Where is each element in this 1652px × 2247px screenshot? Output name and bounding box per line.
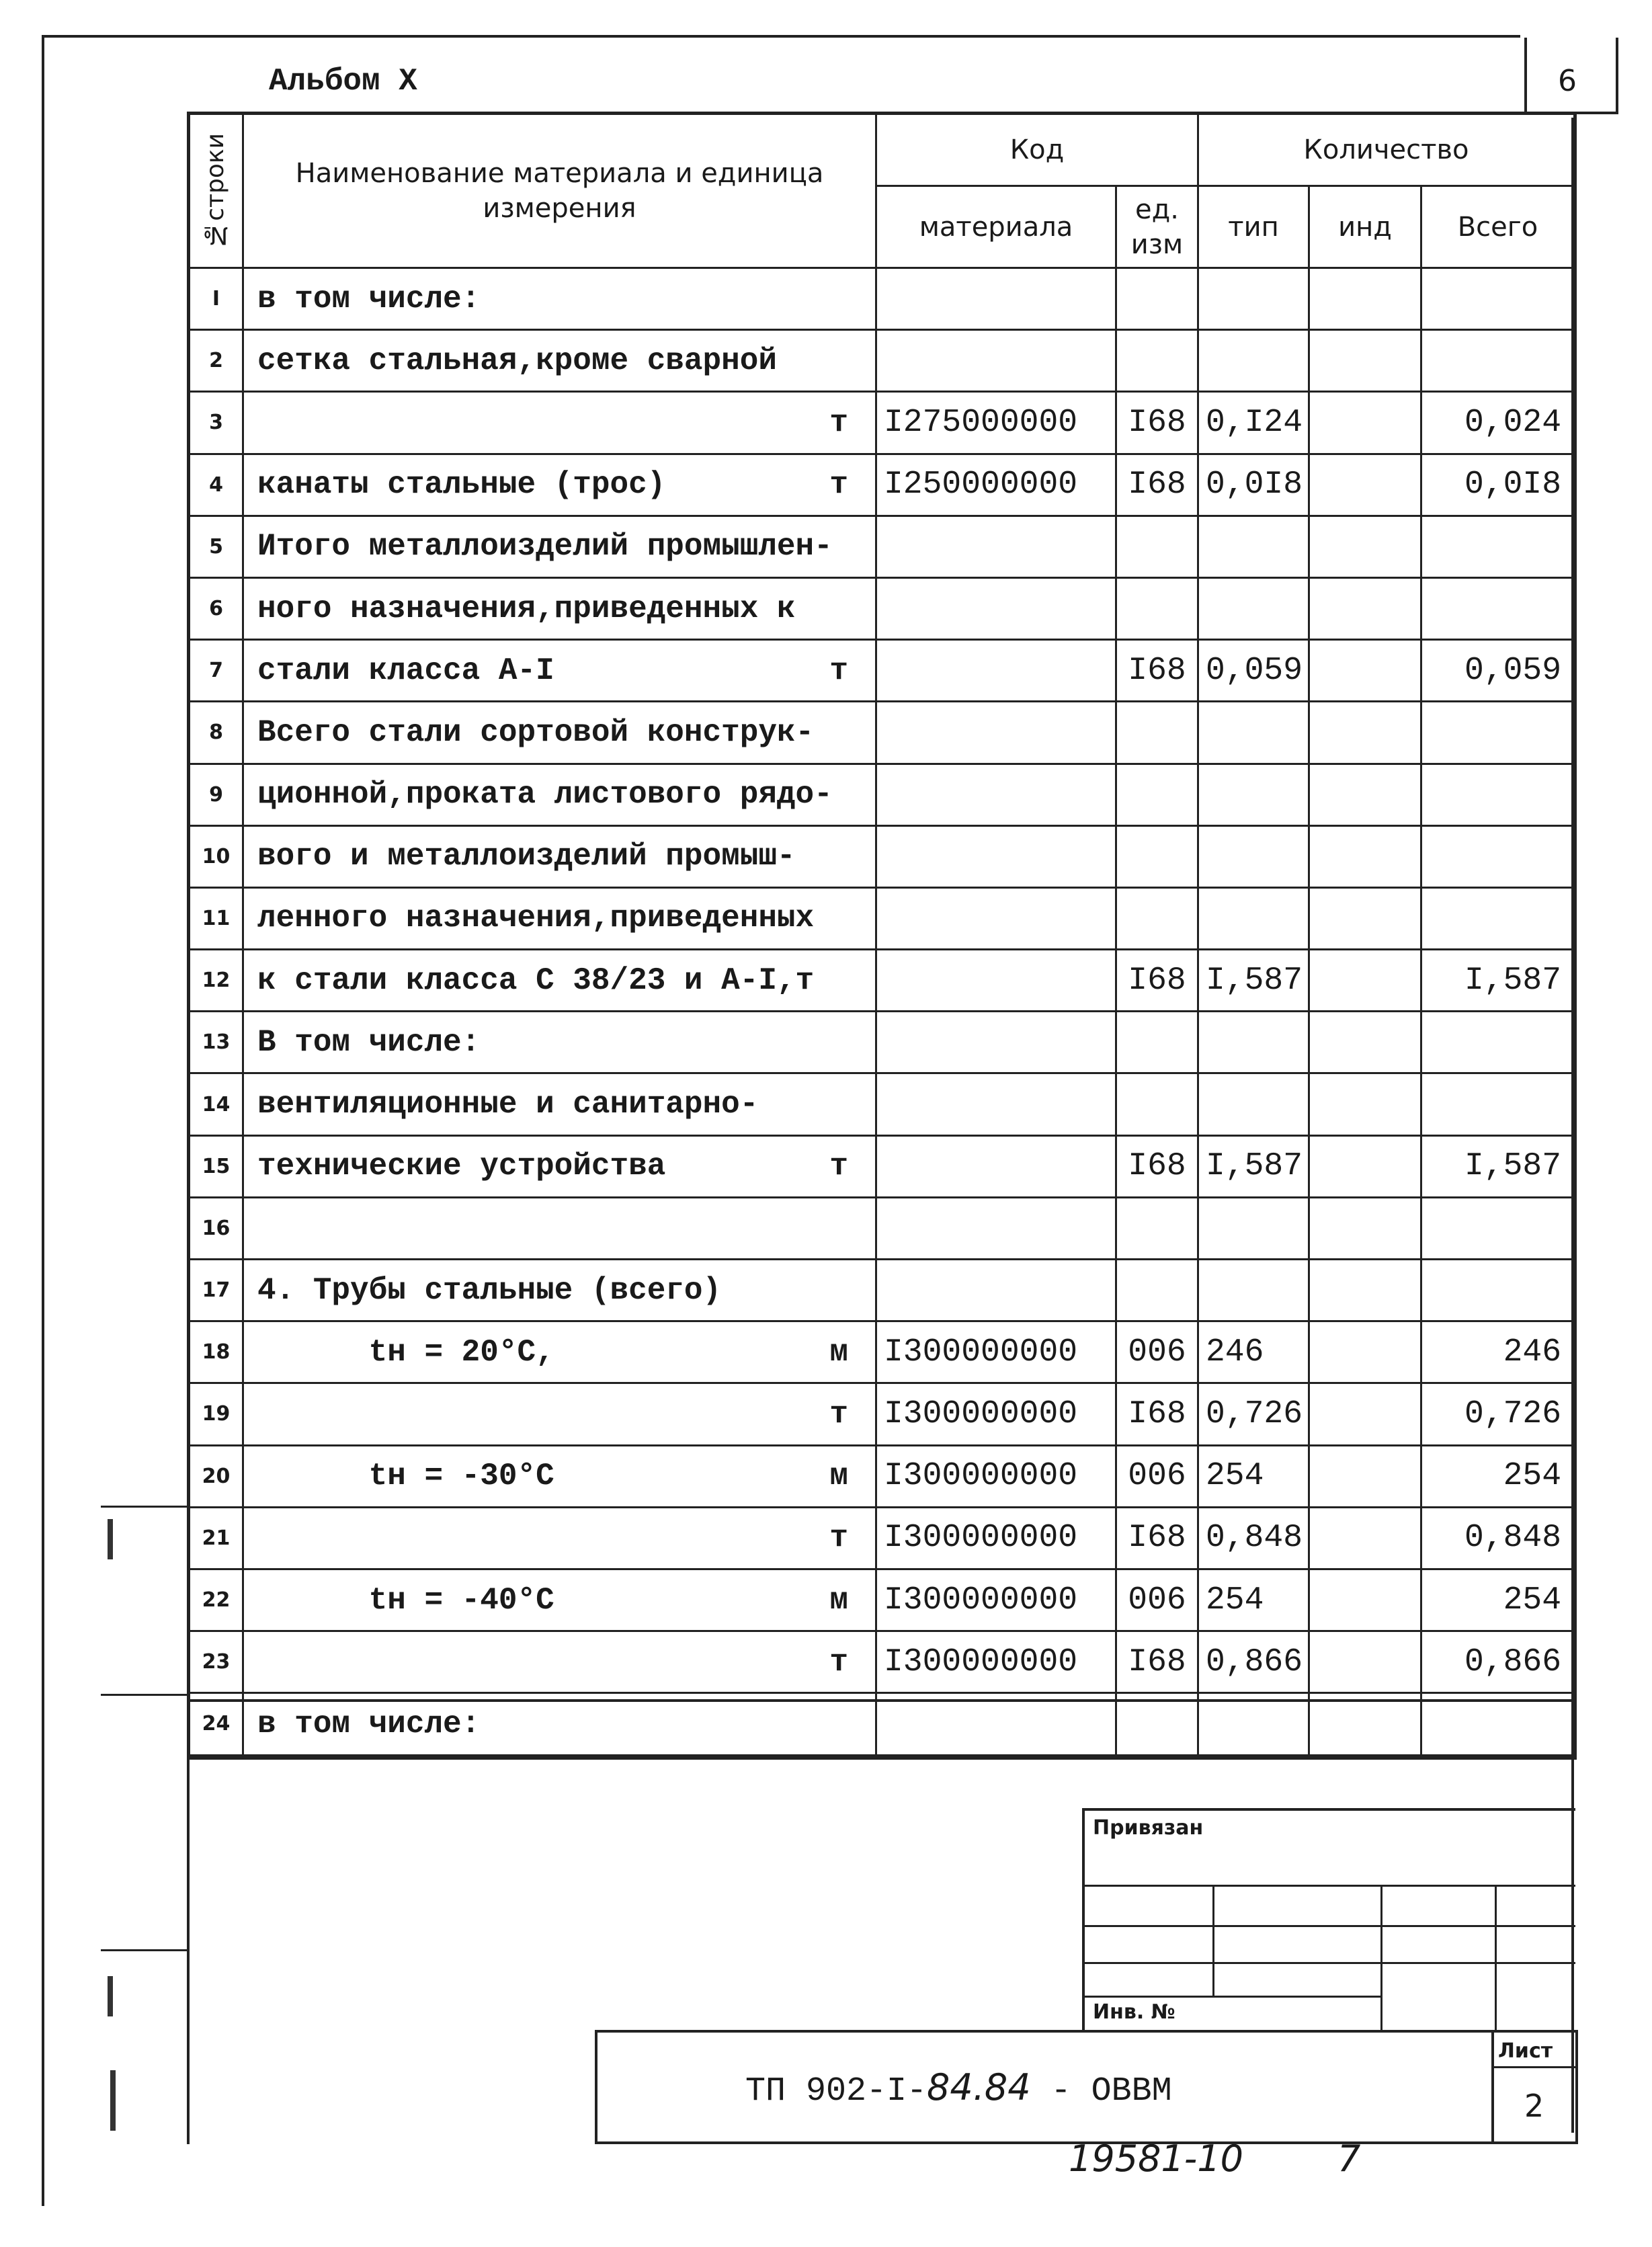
row-qty-ind — [1310, 455, 1422, 517]
row-number: 13 — [190, 1012, 244, 1074]
row-name — [244, 269, 877, 331]
row-material-code: I250000000 — [877, 455, 1117, 517]
row-qty-typ — [1199, 517, 1310, 579]
strip-divider — [101, 1949, 187, 1951]
row-name-text: ленного назначения,приведенных — [257, 901, 815, 936]
row-number: 9 — [190, 765, 244, 827]
row-unit-code: I68 — [1117, 641, 1199, 702]
row-qty-ind — [1310, 702, 1422, 764]
row-qty-total: 0,848 — [1422, 1508, 1573, 1570]
row-qty-typ: 0,866 — [1199, 1632, 1310, 1694]
row-qty-total — [1422, 1694, 1573, 1756]
row-name — [244, 765, 877, 827]
row-unit-symbol: м — [829, 1582, 848, 1618]
stamp-line — [1085, 1885, 1575, 1887]
row-number: 15 — [190, 1137, 244, 1198]
strip-divider — [101, 1694, 187, 1696]
header-unit: ед. изм — [1117, 187, 1199, 269]
row-qty-total: 0,726 — [1422, 1384, 1573, 1446]
row-name-text: Всего стали сортовой конструк- — [257, 714, 815, 750]
row-name — [244, 1384, 877, 1446]
row-unit-code: I68 — [1117, 1632, 1199, 1694]
row-qty-ind — [1310, 331, 1422, 393]
row-qty-total — [1422, 331, 1573, 393]
row-qty-typ — [1199, 827, 1310, 889]
row-qty-ind — [1310, 1384, 1422, 1446]
row-qty-typ: 0,I24 — [1199, 393, 1310, 454]
row-unit-code: I68 — [1117, 393, 1199, 454]
row-material-code — [877, 579, 1117, 641]
header-typ: тип — [1199, 187, 1310, 269]
row-unit-code: I68 — [1117, 950, 1199, 1012]
row-unit-code: I68 — [1117, 1508, 1199, 1570]
row-name — [244, 455, 877, 517]
row-number: 16 — [190, 1198, 244, 1260]
row-qty-total: 254 — [1422, 1570, 1573, 1632]
row-unit-symbol: м — [829, 1334, 848, 1370]
row-qty-total: 254 — [1422, 1446, 1573, 1508]
strip-mark — [108, 1519, 113, 1559]
row-material-code — [877, 1137, 1117, 1198]
row-unit-code: 006 — [1117, 1446, 1199, 1508]
row-qty-total: 0,059 — [1422, 641, 1573, 702]
row-name-text: ного назначения,приведенных к — [257, 591, 796, 626]
row-name — [244, 1012, 877, 1074]
row-name-text: в том числе: — [257, 281, 481, 317]
header-row-number — [190, 115, 244, 269]
row-number: 17 — [190, 1260, 244, 1322]
row-qty-typ: 0,848 — [1199, 1508, 1310, 1570]
strip-mark — [110, 2070, 116, 2131]
row-unit-symbol: т — [829, 1644, 848, 1680]
footer-archive-number — [1069, 2137, 1360, 2180]
row-number: 5 — [190, 517, 244, 579]
row-number: 14 — [190, 1074, 244, 1136]
row-qty-ind — [1310, 579, 1422, 641]
row-unit-code: I68 — [1117, 455, 1199, 517]
linked-label: Привязан — [1093, 1816, 1204, 1840]
row-qty-total: 0,024 — [1422, 393, 1573, 454]
row-number: 7 — [190, 641, 244, 702]
stamp-divider — [1380, 1885, 1382, 2033]
row-qty-typ: 254 — [1199, 1446, 1310, 1508]
row-unit-code — [1117, 579, 1199, 641]
row-qty-ind — [1310, 1446, 1422, 1508]
row-unit-code — [1117, 1012, 1199, 1074]
row-qty-total: I,587 — [1422, 950, 1573, 1012]
row-name-text: технические устройства — [257, 1149, 666, 1184]
row-unit-symbol: т — [829, 653, 848, 688]
row-material-code: I300000000 — [877, 1446, 1117, 1508]
row-qty-ind — [1310, 827, 1422, 889]
row-qty-ind — [1310, 1322, 1422, 1384]
sheet-label: Лист — [1498, 2039, 1553, 2063]
row-unit-symbol: т — [829, 1396, 848, 1432]
row-qty-total: 0,866 — [1422, 1632, 1573, 1694]
footer-number: 19581-10 — [1069, 2137, 1243, 2180]
row-material-code — [877, 1694, 1117, 1756]
row-name — [244, 517, 877, 579]
row-number: 23 — [190, 1632, 244, 1694]
row-material-code — [877, 517, 1117, 579]
row-qty-typ: 246 — [1199, 1322, 1310, 1384]
row-qty-typ — [1199, 765, 1310, 827]
row-unit-symbol: т — [829, 405, 848, 440]
row-number: 8 — [190, 702, 244, 764]
row-material-code — [877, 1198, 1117, 1260]
row-qty-typ — [1199, 579, 1310, 641]
row-qty-typ: 0,726 — [1199, 1384, 1310, 1446]
row-name-text: вого и металлоизделий промыш- — [257, 839, 796, 874]
row-qty-total — [1422, 827, 1573, 889]
row-qty-ind — [1310, 765, 1422, 827]
row-number: 4 — [190, 455, 244, 517]
row-number: 2 — [190, 331, 244, 393]
row-qty-typ — [1199, 331, 1310, 393]
side-approval-strip — [101, 1506, 190, 2144]
row-qty-typ: I,587 — [1199, 950, 1310, 1012]
row-qty-typ — [1199, 1198, 1310, 1260]
row-qty-ind — [1310, 517, 1422, 579]
row-number: 19 — [190, 1384, 244, 1446]
row-name — [244, 1074, 877, 1136]
row-unit-code — [1117, 765, 1199, 827]
row-material-code — [877, 269, 1117, 331]
row-qty-total — [1422, 269, 1573, 331]
row-name — [244, 331, 877, 393]
row-qty-ind — [1310, 889, 1422, 950]
row-name — [244, 1198, 877, 1260]
row-name — [244, 393, 877, 454]
row-name — [244, 889, 877, 950]
frame-left — [42, 35, 44, 2206]
strip-divider — [101, 1506, 187, 1508]
row-qty-total — [1422, 765, 1573, 827]
row-material-code — [877, 1260, 1117, 1322]
row-qty-total: 0,0I8 — [1422, 455, 1573, 517]
album-title: Альбом Х — [269, 64, 417, 99]
row-qty-total: 246 — [1422, 1322, 1573, 1384]
stamp-divider — [1212, 1885, 1214, 1996]
row-qty-ind — [1310, 1694, 1422, 1756]
row-unit-code — [1117, 1198, 1199, 1260]
row-qty-ind — [1310, 1260, 1422, 1322]
row-number: I — [190, 269, 244, 331]
row-unit-symbol: м — [829, 1459, 848, 1494]
row-qty-total — [1422, 1012, 1573, 1074]
header-row-number-text: №строки — [202, 133, 230, 249]
row-number: 6 — [190, 579, 244, 641]
header-ind: инд — [1310, 187, 1422, 269]
row-unit-code: I68 — [1117, 1137, 1199, 1198]
header-name: Наименование материала и единица измерения — [244, 115, 877, 269]
row-qty-ind — [1310, 1074, 1422, 1136]
row-qty-ind — [1310, 1508, 1422, 1570]
row-name — [244, 1446, 877, 1508]
row-name-text: В том числе: — [257, 1024, 481, 1060]
document-code-suffix: - ОВВМ — [1030, 2072, 1172, 2111]
row-qty-ind — [1310, 269, 1422, 331]
row-qty-typ — [1199, 889, 1310, 950]
row-qty-ind — [1310, 950, 1422, 1012]
row-unit-code — [1117, 331, 1199, 393]
sheet-value: 2 — [1524, 2088, 1544, 2124]
row-unit-code — [1117, 269, 1199, 331]
row-qty-typ: 254 — [1199, 1570, 1310, 1632]
row-material-code: I300000000 — [877, 1322, 1117, 1384]
row-qty-ind — [1310, 641, 1422, 702]
row-unit-code — [1117, 1074, 1199, 1136]
row-qty-ind — [1310, 1012, 1422, 1074]
row-qty-typ — [1199, 1012, 1310, 1074]
document-code-handwritten: 84.84 — [927, 2066, 1031, 2109]
row-name — [244, 641, 877, 702]
row-name-text: ционной,проката листового рядо- — [257, 777, 833, 813]
row-unit-code — [1117, 889, 1199, 950]
sheet-divider — [1494, 2066, 1578, 2068]
row-number: 24 — [190, 1694, 244, 1756]
row-material-code — [877, 641, 1117, 702]
row-qty-ind — [1310, 1137, 1422, 1198]
row-name — [244, 702, 877, 764]
row-unit-code — [1117, 827, 1199, 889]
row-name-text: tн = -40°С — [257, 1582, 554, 1618]
linked-stamp — [1082, 1808, 1575, 2033]
strip-mark — [108, 1976, 113, 2016]
row-unit-code — [1117, 1694, 1199, 1756]
row-material-code — [877, 331, 1117, 393]
row-name — [244, 827, 877, 889]
row-qty-ind — [1310, 1632, 1422, 1694]
row-material-code — [877, 702, 1117, 764]
row-name — [244, 1322, 877, 1384]
title-block — [595, 2030, 1578, 2144]
page-number: 6 — [1558, 64, 1577, 98]
frame-top — [42, 35, 1520, 38]
row-number: 22 — [190, 1570, 244, 1632]
row-material-code — [877, 1012, 1117, 1074]
row-name — [244, 1508, 877, 1570]
inventory-number-label: Инв. № — [1093, 2000, 1175, 2024]
sheet-box — [1491, 2033, 1578, 2141]
row-name — [244, 1570, 877, 1632]
row-number: 11 — [190, 889, 244, 950]
row-material-code: I300000000 — [877, 1632, 1117, 1694]
stamp-line — [1085, 1925, 1575, 1927]
row-number: 3 — [190, 393, 244, 454]
header-total: Всего — [1422, 187, 1573, 269]
row-name — [244, 1694, 877, 1756]
row-material-code — [877, 1074, 1117, 1136]
row-qty-total — [1422, 579, 1573, 641]
row-unit-symbol: т — [829, 1149, 848, 1184]
row-unit-code — [1117, 1260, 1199, 1322]
row-number: 12 — [190, 950, 244, 1012]
table-bottom-rule — [187, 1699, 1573, 1702]
row-qty-total — [1422, 702, 1573, 764]
row-qty-total: I,587 — [1422, 1137, 1573, 1198]
row-material-code: I300000000 — [877, 1570, 1117, 1632]
row-qty-typ: 0,0I8 — [1199, 455, 1310, 517]
row-unit-symbol: т — [829, 467, 848, 503]
row-qty-total — [1422, 1198, 1573, 1260]
row-qty-typ: I,587 — [1199, 1137, 1310, 1198]
row-name-text: вентиляционные и санитарно- — [257, 1087, 759, 1122]
row-qty-typ — [1199, 702, 1310, 764]
row-number: 20 — [190, 1446, 244, 1508]
document-code — [745, 2066, 1172, 2111]
row-qty-typ — [1199, 1074, 1310, 1136]
row-material-code: I300000000 — [877, 1508, 1117, 1570]
row-qty-total — [1422, 1074, 1573, 1136]
row-qty-typ: 0,059 — [1199, 641, 1310, 702]
row-material-code — [877, 765, 1117, 827]
row-name-text: стали класса А-I — [257, 653, 554, 688]
row-name — [244, 1632, 877, 1694]
row-name — [244, 1260, 877, 1322]
row-name-text: Итого металлоизделий промышлен- — [257, 529, 833, 565]
row-name — [244, 1137, 877, 1198]
row-name-text: к стали класса С 38/23 и А-I,т — [257, 963, 815, 998]
row-qty-typ — [1199, 269, 1310, 331]
row-unit-symbol: т — [829, 1520, 848, 1556]
stamp-divider — [1495, 1885, 1497, 2033]
materials-table — [187, 112, 1577, 1760]
row-material-code — [877, 950, 1117, 1012]
header-quantity: Количество — [1199, 115, 1573, 187]
row-qty-typ — [1199, 1260, 1310, 1322]
row-material-code — [877, 889, 1117, 950]
row-number: 21 — [190, 1508, 244, 1570]
row-name-text: tн = 20°С, — [257, 1334, 554, 1370]
row-unit-code — [1117, 702, 1199, 764]
row-material-code: I300000000 — [877, 1384, 1117, 1446]
footer-sub: 7 — [1337, 2137, 1361, 2180]
row-number: 10 — [190, 827, 244, 889]
row-unit-code: I68 — [1117, 1384, 1199, 1446]
row-qty-ind — [1310, 1570, 1422, 1632]
row-qty-ind — [1310, 1198, 1422, 1260]
row-name-text: в том числе: — [257, 1706, 481, 1742]
row-qty-total — [1422, 1260, 1573, 1322]
row-name — [244, 579, 877, 641]
row-qty-ind — [1310, 393, 1422, 454]
row-name-text: сетка стальная,кроме сварной — [257, 343, 777, 378]
stamp-line — [1085, 1962, 1575, 1964]
row-qty-total — [1422, 517, 1573, 579]
header-material: материала — [877, 187, 1117, 269]
row-name-text: 4. Трубы стальные (всего) — [257, 1272, 722, 1308]
stamp-line — [1085, 1996, 1380, 1998]
row-unit-code — [1117, 517, 1199, 579]
row-unit-code: 006 — [1117, 1570, 1199, 1632]
row-name-text: канаты стальные (трос) — [257, 467, 666, 503]
row-qty-total — [1422, 889, 1573, 950]
header-code: Код — [877, 115, 1199, 187]
row-name-text: tн = -30°С — [257, 1459, 554, 1494]
row-material-code — [877, 827, 1117, 889]
row-material-code: I275000000 — [877, 393, 1117, 454]
row-unit-code: 006 — [1117, 1322, 1199, 1384]
document-code-prefix: ТП 902-I- — [745, 2072, 927, 2111]
row-number: 18 — [190, 1322, 244, 1384]
row-qty-typ — [1199, 1694, 1310, 1756]
row-name — [244, 950, 877, 1012]
